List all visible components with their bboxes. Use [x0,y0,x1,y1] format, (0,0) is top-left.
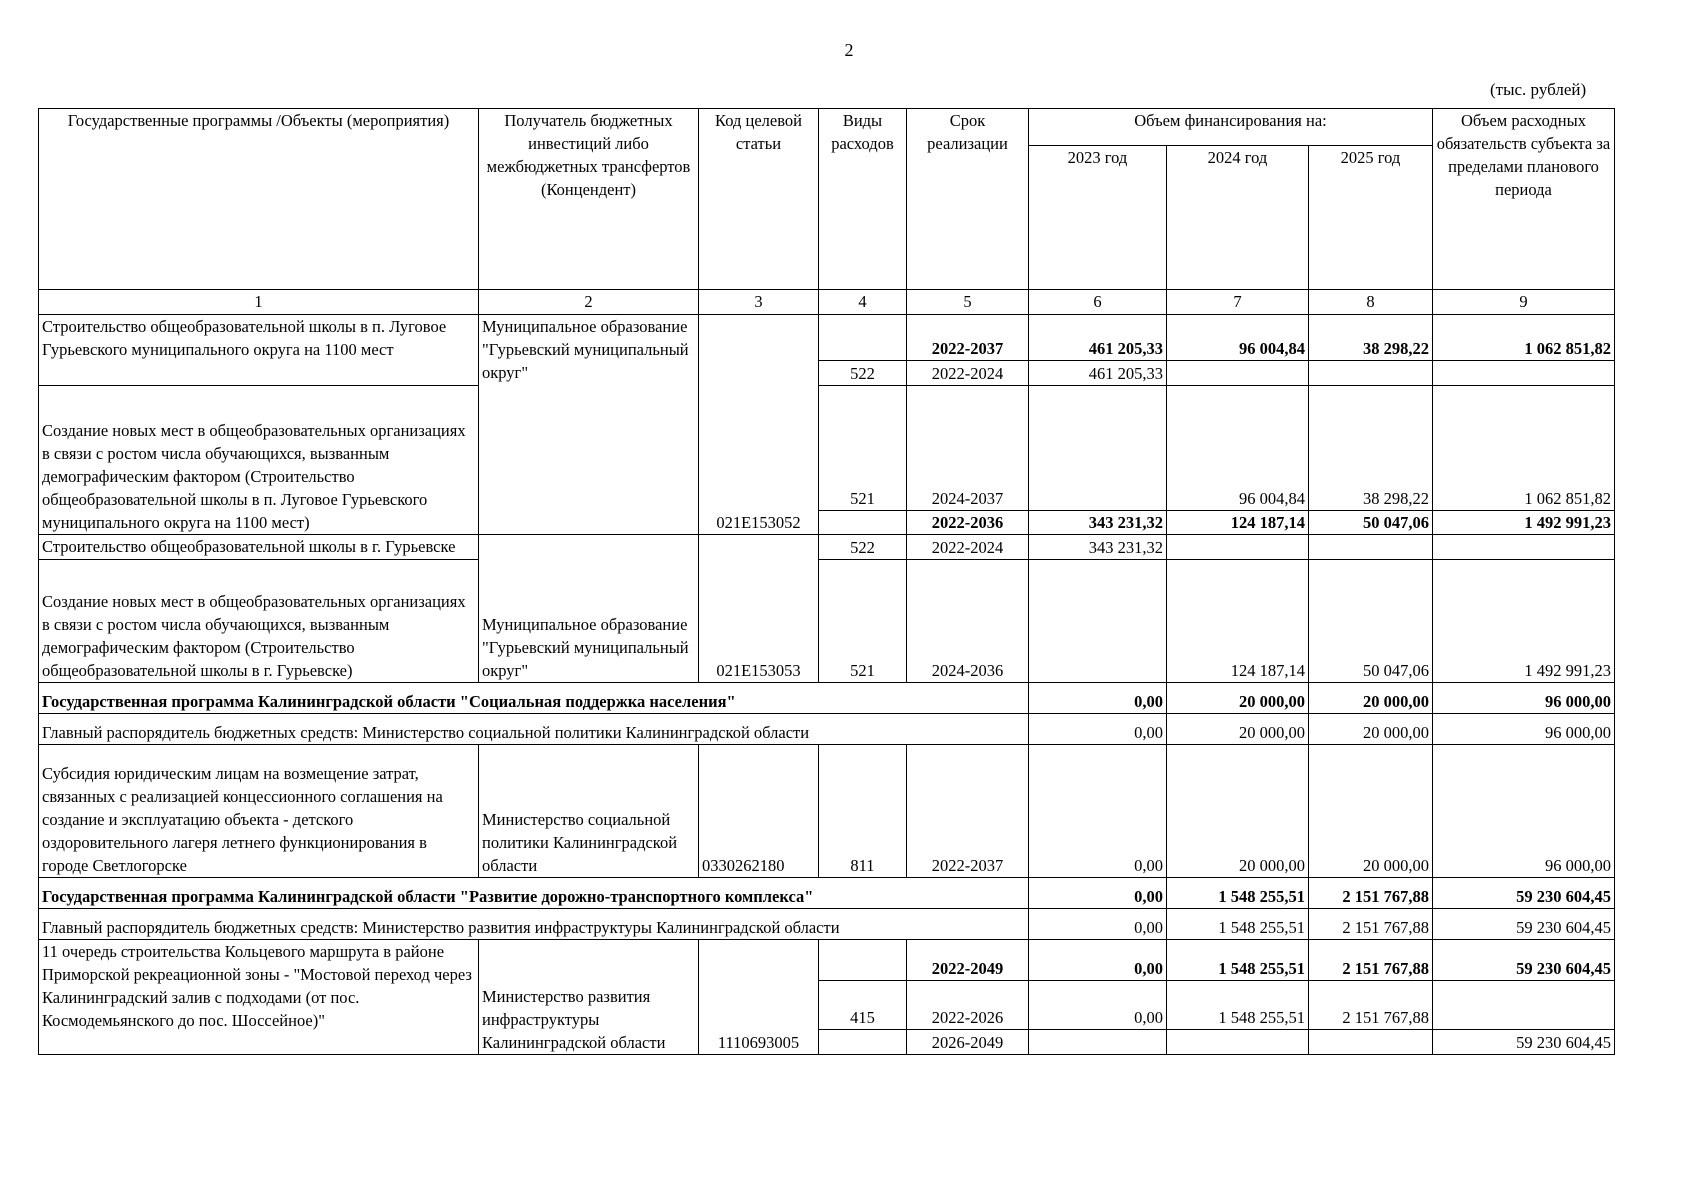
target-code: 021Е153053 [699,535,819,683]
amount-2023: 343 231,32 [1029,511,1167,535]
header-term: Срок реализации [907,109,1029,290]
amount-beyond [1433,360,1615,385]
term: 2022-2024 [907,535,1029,560]
page-number: 2 [844,40,854,60]
amount-2023: 0,00 [1029,981,1167,1030]
amount-beyond: 1 492 991,23 [1433,511,1615,535]
term: 2022-2037 [907,745,1029,878]
header-code: Код целевой статьи [699,109,819,290]
column-number: 5 [907,290,1029,315]
amount-beyond: 96 000,00 [1433,745,1615,878]
amount-2023: 0,00 [1029,878,1167,909]
amount-beyond: 59 230 604,45 [1433,878,1615,909]
amount-2025: 2 151 767,88 [1309,909,1433,940]
recipient: Муниципальное образование "Гурьевский муниципальный округ" [479,535,699,683]
amount-beyond: 59 230 604,45 [1433,1030,1615,1055]
program-name: Государственная программа Калининградской области "Развитие дорожно-транспортного комплекса" [39,878,1029,909]
amount-2023: 0,00 [1029,714,1167,745]
recipient: Министерство развития инфраструктуры Калининградской области [479,940,699,1055]
amount-2024: 1 548 255,51 [1167,981,1309,1030]
manager-row [39,714,1615,745]
amount-2025: 20 000,00 [1309,745,1433,878]
amount-2023 [1029,386,1167,511]
amount-beyond [1433,535,1615,560]
amount-beyond [1433,981,1615,1030]
expense-type: 522 [819,535,907,560]
amount-2023: 0,00 [1029,909,1167,940]
amount-2025: 20 000,00 [1309,683,1433,714]
amount-2023: 0,00 [1029,683,1167,714]
units-label: (тыс. рублей) [1490,80,1587,99]
header-2024: 2024 год [1167,146,1309,290]
amount-2025: 38 298,22 [1309,386,1433,511]
table-row [39,535,1615,560]
column-number: 1 [39,290,479,315]
budget-manager: Главный распорядитель бюджетных средств: Министерство социальной политики Калининградской области [39,714,1029,745]
header-2023: 2023 год [1029,146,1167,290]
term: 2024-2037 [907,386,1029,511]
expense-type: 811 [819,745,907,878]
amount-2024: 96 004,84 [1167,315,1309,361]
program-row [39,683,1615,714]
target-code: 0330262180 [699,745,819,878]
investment-table [38,108,1615,1055]
amount-beyond: 59 230 604,45 [1433,940,1615,981]
amount-2025: 20 000,00 [1309,714,1433,745]
table-row [39,315,1615,361]
term: 2022-2036 [907,511,1029,535]
header-beyond-period: Объем расходных обязательств субъекта за пределами планового периода [1433,109,1615,290]
amount-2024: 20 000,00 [1167,714,1309,745]
amount-2025 [1309,1030,1433,1055]
header-expense-type: Виды расходов [819,109,907,290]
term: 2026-2049 [907,1030,1029,1055]
header-programs: Государственные программы /Объекты (мероприятия) [39,109,479,290]
amount-2024 [1167,360,1309,385]
header-financing: Объем финансирования на: [1029,109,1433,146]
object-name: Строительство общеобразовательной школы в п. Луговое Гурьевского муниципального округа на 1100 мест [39,315,479,386]
amount-beyond: 96 000,00 [1433,683,1615,714]
table-row [39,745,1615,878]
amount-2025: 38 298,22 [1309,315,1433,361]
header-recipient: Получатель бюджетных инвестиций либо межбюджетных трансфертов (Концендент) [479,109,699,290]
program-row [39,878,1615,909]
amount-2023: 0,00 [1029,940,1167,981]
object-name: Создание новых мест в общеобразовательных организациях в связи с ростом числа обучающихся, вызванным демографическим фактором (Строительство общеобразовательной школы в п. Луговое Гурьевского муниципального округа на 1100 мест) [39,386,479,535]
amount-2025: 2 151 767,88 [1309,878,1433,909]
amount-2024: 20 000,00 [1167,745,1309,878]
target-code: 1110693005 [699,940,819,1055]
term: 2022-2024 [907,360,1029,385]
amount-beyond: 1 492 991,23 [1433,560,1615,683]
amount-beyond: 96 000,00 [1433,714,1615,745]
amount-2024 [1167,1030,1309,1055]
amount-2024: 124 187,14 [1167,560,1309,683]
object-name: Строительство общеобразовательной школы в г. Гурьевске [39,535,479,560]
program-name: Государственная программа Калининградской области "Социальная поддержка населения" [39,683,1029,714]
manager-row [39,909,1615,940]
column-number: 4 [819,290,907,315]
column-number: 2 [479,290,699,315]
column-number: 3 [699,290,819,315]
table-row [39,560,1615,683]
object-name: Создание новых мест в общеобразовательных организациях в связи с ростом числа обучающихся, вызванным демографическим фактором (Строительство общеобразовательной школы в г. Гурьевске) [39,560,479,683]
amount-beyond: 1 062 851,82 [1433,315,1615,361]
column-number: 9 [1433,290,1615,315]
amount-beyond: 59 230 604,45 [1433,909,1615,940]
table-row [39,940,1615,981]
amount-2025: 50 047,06 [1309,511,1433,535]
term: 2022-2026 [907,981,1029,1030]
amount-2025: 2 151 767,88 [1309,940,1433,981]
amount-2025: 2 151 767,88 [1309,981,1433,1030]
column-number: 7 [1167,290,1309,315]
amount-2023: 461 205,33 [1029,315,1167,361]
expense-type: 522 [819,360,907,385]
expense-type: 521 [819,386,907,511]
amount-2024: 96 004,84 [1167,386,1309,511]
budget-manager: Главный распорядитель бюджетных средств: Министерство развития инфраструктуры Калининградской области [39,909,1029,940]
table-row [39,386,1615,511]
amount-2025 [1309,535,1433,560]
amount-2023 [1029,1030,1167,1055]
amount-2025 [1309,360,1433,385]
recipient: Муниципальное образование "Гурьевский муниципальный округ" [479,315,699,535]
amount-beyond: 1 062 851,82 [1433,386,1615,511]
amount-2023 [1029,560,1167,683]
object-name: 11 очередь строительства Кольцевого маршрута в районе Приморской рекреационной зоны - "Мостовой переход через Калининградский залив с подходами (от пос. Космодемьянского до пос. Шоссейное)" [39,940,479,1055]
recipient: Министерство социальной политики Калининградской области [479,745,699,878]
amount-2024: 1 548 255,51 [1167,940,1309,981]
expense-type [819,315,907,361]
amount-2023: 0,00 [1029,745,1167,878]
expense-type [819,1030,907,1055]
term: 2024-2036 [907,560,1029,683]
target-code: 021Е153052 [699,315,819,535]
amount-2024: 20 000,00 [1167,683,1309,714]
column-number: 6 [1029,290,1167,315]
term: 2022-2037 [907,315,1029,361]
expense-type: 521 [819,560,907,683]
amount-2024: 1 548 255,51 [1167,878,1309,909]
column-numbers-row [39,290,1615,315]
header-2025: 2025 год [1309,146,1433,290]
amount-2024: 124 187,14 [1167,511,1309,535]
amount-2025: 50 047,06 [1309,560,1433,683]
expense-type [819,511,907,535]
column-number: 8 [1309,290,1433,315]
object-name: Субсидия юридическим лицам на возмещение затрат, связанных с реализацией концессионного соглашения на создание и эксплуатацию объекта - детского оздоровительного лагеря летнего функционирования в городе Светлогорске [39,745,479,878]
amount-2023: 461 205,33 [1029,360,1167,385]
term: 2022-2049 [907,940,1029,981]
amount-2024 [1167,535,1309,560]
expense-type [819,940,907,981]
amount-2024: 1 548 255,51 [1167,909,1309,940]
amount-2023: 343 231,32 [1029,535,1167,560]
expense-type: 415 [819,981,907,1030]
